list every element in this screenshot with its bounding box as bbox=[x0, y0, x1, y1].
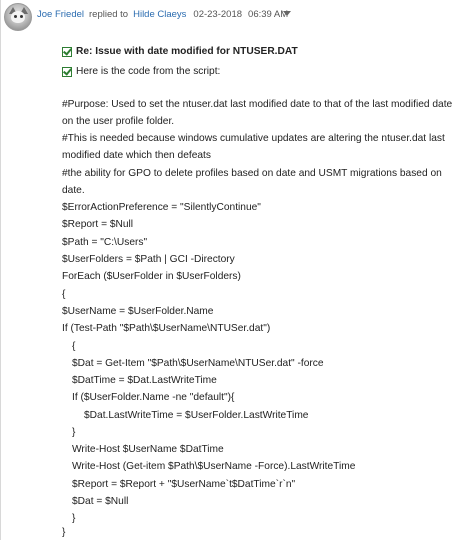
code-line: $Dat.LastWriteTime = $UserFolder.LastWriteTime bbox=[84, 410, 309, 421]
code-line: $ErrorActionPreference = "SilentlyContinue" bbox=[62, 202, 261, 213]
code-line: date. bbox=[62, 185, 85, 196]
code-line: $Dat = $Null bbox=[72, 496, 129, 507]
code-line: Write-Host $UserName $DatTime bbox=[72, 444, 224, 455]
post-intro: Here is the code from the script: bbox=[76, 66, 221, 77]
post-subject: Re: Issue with date modified for NTUSER.DAT bbox=[76, 46, 298, 57]
code-line: $Dat = Get-Item "$Path\$UserName\NTUSer.dat" -force bbox=[72, 358, 324, 369]
code-line: $Report = $Report + "$UserName`t$DatTime`r`n" bbox=[72, 479, 296, 490]
code-line: } bbox=[72, 427, 76, 438]
replied-to-user-link[interactable]: Hilde Claeys bbox=[133, 9, 187, 20]
code-line: $UserName = $UserFolder.Name bbox=[62, 306, 214, 317]
code-line: { bbox=[62, 289, 66, 300]
code-line: $DatTime = $Dat.LastWriteTime bbox=[72, 375, 217, 386]
code-line: #This is needed because windows cumulative updates are altering the ntuser.dat last bbox=[62, 133, 445, 144]
code-line: ForEach ($UserFolder in $UserFolders) bbox=[62, 271, 241, 282]
code-line: { bbox=[72, 341, 76, 352]
code-line: If ($UserFolder.Name -ne "default"){ bbox=[72, 392, 235, 403]
post-header bbox=[37, 9, 288, 20]
avatar-eye-right bbox=[20, 15, 23, 18]
avatar-eye-left bbox=[14, 15, 17, 18]
code-line: $Report = $Null bbox=[62, 219, 134, 230]
checkmark-icon bbox=[62, 67, 72, 77]
code-line: $UserFolders = $Path | GCI -Directory bbox=[62, 254, 235, 265]
post-time: 06:39 AM bbox=[248, 9, 289, 20]
author-link[interactable]: Joe Friedel bbox=[37, 9, 84, 20]
post-date: 02-23-2018 bbox=[193, 9, 243, 20]
code-line: } bbox=[62, 527, 66, 538]
replied-to-text: replied to bbox=[89, 9, 129, 20]
left-border bbox=[0, 0, 1, 540]
code-line: modified date which then defeats bbox=[62, 150, 211, 161]
code-line: If (Test-Path "$Path\$UserName\NTUSer.dat") bbox=[62, 323, 271, 334]
code-line: on the user profile folder. bbox=[62, 116, 175, 127]
code-line: #the ability for GPO to delete profiles based on date and USMT migrations based on bbox=[62, 168, 442, 179]
code-line: } bbox=[72, 513, 76, 524]
code-line: $Path = "C:\Users" bbox=[62, 237, 148, 248]
code-line: #Purpose: Used to set the ntuser.dat last modified date to that of the last modified date bbox=[62, 99, 453, 110]
avatar[interactable] bbox=[4, 3, 32, 31]
chevron-down-icon[interactable] bbox=[283, 11, 291, 16]
code-line: Write-Host (Get-item $Path\$UserName -Force).LastWriteTime bbox=[72, 461, 356, 472]
checkmark-icon bbox=[62, 47, 72, 57]
